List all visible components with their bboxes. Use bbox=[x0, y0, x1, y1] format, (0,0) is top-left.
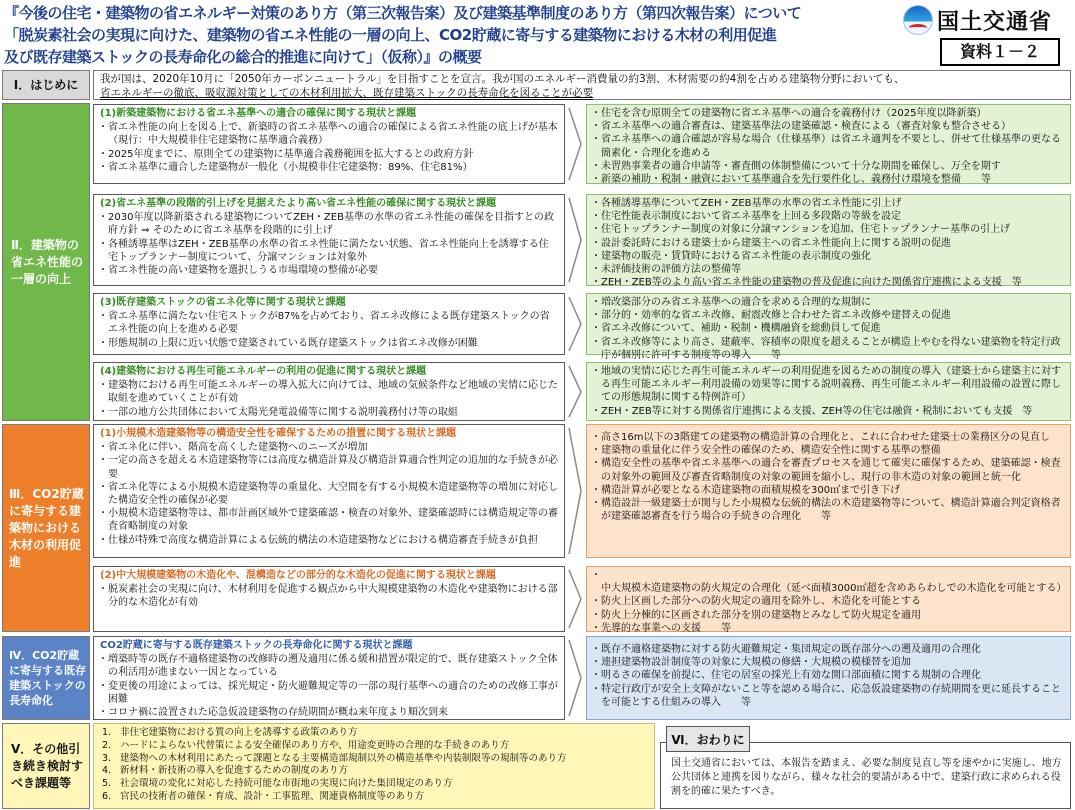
list-item bbox=[102, 740, 646, 753]
title-line-1: 『今後の住宅・建築物の省エネルギー対策のあり方（第三次報告案）及び建築基準制度のあり方（第四次報告案）について bbox=[4, 4, 802, 22]
list-item-text: 社会環境の変化に対応した持続可能な市街地の実現に向けた集団規定のあり方 bbox=[120, 778, 453, 790]
measure-item: ・ 住宅トップランナー制度の対象に分譲マンションを追加、住宅トップランナー基準の引上げ bbox=[593, 223, 1064, 236]
section-label-energy: Ⅱ．建築物の省エネ性能の一層の向上 bbox=[2, 103, 90, 421]
issue-box-new-building bbox=[93, 104, 565, 184]
measure-item: ・ 高さ16m以下の3階建ての建築物の構造計算の合理化と、これに合わせた建築士の業務区分の見直し bbox=[593, 431, 1064, 444]
section-label-longevity: Ⅳ．CO2貯蔵に寄与する既存建築ストックの長寿命化 bbox=[2, 636, 90, 720]
issue-item: ・ 変更後の用途によっては、採光規定・防火避難規定等の一部の現行基準への適合のための改修工事が困難 bbox=[100, 680, 558, 706]
list-item-text: 建築物への木材利用にあたって課題となる主要構造部規制以外の構造基準や内装制限等の規制等のあり方 bbox=[120, 752, 567, 764]
measure-item: ・ 構造安全性の基準や省エネ基準への適合を審査プロセスを通じて確実に確保するため、建築確認・検査の対象外の範囲及び審査省略制度の対象の範囲を縮小し、現行の非木造の対象の範囲と統一化 bbox=[593, 457, 1064, 483]
measure-item: ・ 中大規模木造建築物の防火規定の合理化（延べ面積3000㎡超を含めあらわしでの木造化を可能とする） bbox=[593, 569, 1064, 595]
issue-item: ・ 2030年度以降新築される建築物についてZEH・ZEB基準の水準の省エネ性能の確保を目指すとの政府方針 ⇒ そのために省エネ基準を段階的に引上げ bbox=[100, 211, 558, 237]
issue-item: ・ 2025年度までに、原則全ての建築物に基準適合義務範囲を拡大するとの政府方針 bbox=[100, 148, 558, 161]
measure-item: ・ ZEH・ZEB等に対する関係省庁連携による支援、ZEH等の住宅は融資・税制においても支援 等 bbox=[593, 405, 1064, 418]
issue-box-longevity bbox=[93, 636, 565, 720]
issue-box-small-wooden bbox=[93, 424, 565, 558]
issue-heading: (3)既存建築ストックの省エネ化等に関する現状と課題 bbox=[100, 297, 346, 308]
measure-item: ・ 先導的な事業への支援 等 bbox=[593, 622, 1064, 635]
chevron-right-icon bbox=[567, 424, 583, 558]
measure-item: ・ 構造設計一級建築士が関与した小規模な伝統的構法の木造建築物等について、構造計算適合判定資格者が建築確認審査を行う場合の手続きの合理化 等 bbox=[593, 497, 1064, 523]
list-item-number: 1. bbox=[102, 727, 112, 738]
measure-item: ・ 地域の実情に応じた再生可能エネルギーの利用促進を図るための制度の導入（建築士から建築主に対する再生可能エネルギー利用設備の効果等に関する説明義務、再生可能エネルギー利用設備の設置に際しての形態規制に関する特例許可） bbox=[593, 365, 1064, 405]
ministry-name: 国土交通省 bbox=[937, 9, 1053, 35]
measure-item: ・ 住宅を含む原則全ての建築物に省エネ基準への適合を義務付け（2025年度以降新築） bbox=[593, 107, 1064, 120]
issue-item: ・ 建築物における再生可能エネルギーの導入拡大に向けては、地域の気候条件など地域の実情に応じた取組を進めていくことが有効 bbox=[100, 379, 558, 405]
measure-item: ・ 増改築部分のみ省エネ基準への適合を求める合理的な規制に bbox=[593, 296, 1064, 309]
list-item bbox=[102, 791, 646, 804]
measure-item: ・ 住宅性能表示制度において省エネ基準を上回る多段階の等級を設定 bbox=[593, 210, 1064, 223]
list-item-number: 2. bbox=[102, 739, 112, 751]
issue-box-large-wooden bbox=[93, 566, 565, 632]
document-title bbox=[4, 2, 909, 68]
issue-item: ・ 一部の地方公共団体において太陽光発電設備等に関する説明義務付け等の取組 bbox=[100, 406, 558, 419]
issue-item: ・ 仕様が特殊で高度な構造計算による伝統的構法の木造建築物などにおける構造審査手続きが負担 bbox=[100, 534, 558, 547]
measure-item: ・ ZEH・ZEB等のより高い省エネ性能の建築物の普及促進に向けた関係省庁連携による支援 等 bbox=[593, 276, 1064, 289]
measure-box-existing-stock bbox=[586, 293, 1071, 361]
issue-item: ・ 形態規制の上限に近い状態で建築されている既存建築ストックは省エネ改修が困難 bbox=[100, 337, 558, 350]
measure-box-renewable-energy bbox=[586, 362, 1071, 421]
list-item bbox=[102, 765, 646, 778]
list-item bbox=[102, 753, 646, 766]
ministry-logo-icon bbox=[903, 5, 933, 35]
conclusion-text: 国土交通省においては、本報告を踏まえ、必要な制度見直し等を速やかに実施し、地方公共団体と連携を図りながら、様々な社会的要請がある中で、建築行政に求められる役割を的確に果たすべき。 bbox=[671, 758, 1062, 797]
list-item bbox=[102, 727, 646, 740]
section-label-timber: Ⅲ．CO2貯蔵に寄与する建築物における木材の利用促進 bbox=[2, 424, 90, 632]
issue-heading: (1)新築建築物における省エネ基準への適合の確保に関する現状と課題 bbox=[100, 108, 417, 119]
issue-item: ・ 省エネ性能の高い建築物を選択しうる市場環境の整備が必要 bbox=[100, 264, 558, 277]
issue-item: ・ 省エネ化に伴い、階高を高くした建築物へのニーズが増加 bbox=[100, 441, 558, 454]
list-item-number: 3. bbox=[102, 752, 112, 764]
issue-item: ・ 小規模木造建築物等は、都市計画区域外で建築確認・検査の対象外、建築確認時には構造規定等の審査省略制度の対象 bbox=[100, 507, 558, 533]
issue-heading: CO2貯蔵に寄与する既存建築ストックの長寿命化に関する現状と課題 bbox=[100, 640, 413, 651]
measure-item: ・ 防火上区画した部分への防火規定の適用を除外し、木造化を可能とする bbox=[593, 595, 1064, 608]
issue-item: ・ 省エネ基準に適合した建築物が一般化（小規模非住宅建築物：89%、住宅81%） bbox=[100, 161, 558, 174]
measure-item: ・ 構造計算が必要となる木造建築物の面積規模を300㎡まで引き下げ bbox=[593, 484, 1064, 497]
chevron-right-icon bbox=[567, 566, 583, 632]
chevron-right-icon bbox=[567, 293, 583, 355]
issue-heading: (4)建築物における再生可能エネルギーの利用の促進に関する現状と課題 bbox=[100, 366, 427, 377]
measure-box-large-wooden bbox=[586, 566, 1071, 632]
measure-box-longevity bbox=[586, 636, 1071, 720]
issue-item: ・ 脱炭素社会の実現に向け、木材利用を促進する観点から中大規模建築物の木造化や建築物における部分的な木造化が有効 bbox=[100, 583, 558, 609]
other-issues-list bbox=[93, 723, 655, 809]
measure-item: ・ 省エネ改修について、補助・税制・機構融資を総動員して促進 bbox=[593, 322, 1064, 335]
measure-item: ・ 省エネ改修等により高さ、建蔽率、容積率の限度を超えることが構造上やむを得ない建築物を特定行政庁が個別に許可する制度等の導入 等 bbox=[593, 336, 1064, 362]
issue-item: ・ 省エネ性能の向上を図る上で、新築時の省エネ基準への適合の確保による省エネ性能の底上げが基本（現行：中大規模非住宅建築物に基準適合義務） bbox=[100, 121, 558, 147]
document-label: 資料１－２ bbox=[940, 38, 1060, 66]
issue-item: ・ 一定の高さを超える木造建築物等には高度な構造計算及び構造計算適合性判定の追加的な手続きが必要 bbox=[100, 454, 558, 480]
list-item-number: 6. bbox=[102, 790, 112, 802]
measure-item: ・ 既存不適格建築物に対する防火避難規定・集団規定の既存部分への遡及適用の合理化 bbox=[593, 643, 1064, 656]
measure-item: ・ 各種誘導基準についてZEH・ZEB基準の水準の省エネ性能に引上げ bbox=[593, 197, 1064, 210]
measure-item: ・ 防火上分棟的に区画された部分を別の建築物とみなして防火規定を適用 bbox=[593, 609, 1064, 622]
issue-item: ・ コロナ禍に設置された応急仮設建築物の存続期間が概ね来年度より順次到来 bbox=[100, 706, 558, 719]
section-label-intro: Ⅰ．はじめに bbox=[2, 70, 90, 100]
chevron-right-icon bbox=[567, 104, 583, 184]
list-item-text: 官民の技術者の確保・育成、設計・工事監理、関連資格制度等のあり方 bbox=[120, 790, 425, 802]
measure-item: ・ 省エネ基準への適合確認が容易な場合（仕様基準）は省エネ適判を不要とし、併せて仕様基準の更なる簡素化・合理化を進める bbox=[593, 133, 1064, 159]
issue-box-renewable-energy bbox=[93, 362, 565, 421]
issue-heading: (1)小規模木造建築物等の構造安全性を確保するための措置に関する現状と課題 bbox=[100, 428, 457, 439]
measure-item: ・ 省エネ基準への適合審査は、建築基準法の建築確認・検査による（審査対象も整合させる） bbox=[593, 120, 1064, 133]
list-item-text: 新材料・新技術の導入を促進するための制度のあり方 bbox=[120, 765, 349, 777]
issue-heading: (2)省エネ基準の段階的引上げを見据えたより高い省エネ性能の確保に関する現状と課題 bbox=[100, 198, 497, 209]
measure-item: ・ 未習熟事業者の適合申請等・審査側の体制整備について十分な期間を確保し、万全を期す bbox=[593, 160, 1064, 173]
measure-box-higher-performance bbox=[586, 194, 1071, 289]
measure-item: ・ 連担建築物設計制度等の対象に大規模の修繕・大規模の模様替を追加 bbox=[593, 656, 1064, 669]
measure-box-new-building bbox=[586, 104, 1071, 184]
issue-item: ・ 各種誘導基準はZEH・ZEB基準の水準の省エネ性能に満たない状態、省エネ性能向上を誘導する住宅トップランナー制度について、分譲マンションは対象外 bbox=[100, 238, 558, 264]
measure-item: ・ 建築物の販売・賃貸時における省エネ性能の表示制度の強化 bbox=[593, 250, 1064, 263]
measure-item: ・ 設計委託時における建築士から建築主への省エネ性能向上に関する説明の促進 bbox=[593, 237, 1064, 250]
measure-item: ・ 建築物の重量化に伴う安全性の確保のため、構造安全性に関する基準の整備 bbox=[593, 444, 1064, 457]
conclusion-box bbox=[660, 742, 1071, 809]
intro-line-2: 省エネルギーの徹底、吸収源対策としての木材利用拡大、既存建築ストックの長寿命化を図ることが必要 bbox=[100, 87, 594, 99]
intro-box bbox=[93, 70, 1071, 100]
issue-item: ・ 省エネ基準に満たない住宅ストックが87%を占めており、省エネ改修による既存建築ストックの省エネ性能の向上を進める必要 bbox=[100, 310, 558, 336]
title-line-2: 「脱炭素社会の実現に向けた、建築物の省エネ性能の一層の向上、CO2貯蔵に寄与する建築物における木材の利用促進 bbox=[4, 26, 777, 44]
ministry-brand bbox=[903, 2, 1073, 38]
issue-item: ・ 省エネ化等による小規模木造建築物等の重量化、大空間を有する小規模木造建築物等の増加に対応した構造安全性の確保が必要 bbox=[100, 481, 558, 507]
measure-item: ・ 新築の補助・税制・融資において基準適合を先行要件化し、義務付け環境を整備 等 bbox=[593, 173, 1064, 186]
measure-box-small-wooden bbox=[586, 424, 1071, 558]
chevron-right-icon bbox=[567, 362, 583, 421]
issue-box-higher-performance bbox=[93, 194, 565, 286]
issue-heading: (2)中大規模建築物の木造化や、混構造などの部分的な木造化の促進に関する現状と課題 bbox=[100, 570, 496, 581]
list-item-number: 5. bbox=[102, 778, 112, 790]
list-item-text: ハードによらない代替策による安全確保のあり方や、用途変更時の合理的な手続きのあり方 bbox=[120, 739, 510, 751]
measure-item: ・ 部分的・効率的な省エネ改修、耐震改修と合わせた省エネ改修や建替えの促進 bbox=[593, 309, 1064, 322]
list-item bbox=[102, 778, 646, 791]
chevron-right-icon bbox=[567, 194, 583, 286]
chevron-right-icon bbox=[567, 636, 583, 720]
measure-item: ・ 明るさの確保を前提に、住宅の居室の採光上有効な開口部面積に関する規制の合理化 bbox=[593, 669, 1064, 682]
header bbox=[0, 0, 1075, 72]
list-item-text: 非住宅建築物における質の向上を誘導する政策のあり方 bbox=[120, 727, 358, 738]
conclusion-title: Ⅵ．おわりに bbox=[666, 726, 750, 752]
issue-box-existing-stock bbox=[93, 293, 565, 355]
section-label-other-issues: Ⅴ．その他引き続き検討すべき課題等 bbox=[2, 723, 90, 809]
title-line-3: 及び既存建築ストックの長寿命化の総合的推進に向けて」（仮称）』の概要 bbox=[4, 48, 482, 66]
measure-item: ・ 特定行政庁が安全上支障がないこと等を認める場合に、応急仮設建築物の存続期間を更に延長することを可能とする仕組みの導入 等 bbox=[593, 683, 1064, 709]
intro-line-1: 我が国は、2020年10月に「2050年カーボンニュートラル」を目指すことを宣言。我が国のエネルギー消費量の約3割、木材需要の約4割を占める建築物分野においても、 bbox=[100, 73, 905, 85]
issue-item: ・ 増築時等の既存不適格建築物の改修時の遡及適用に係る緩和措置が限定的で、既存建築ストック全体の利活用が進まない一因となっている bbox=[100, 653, 558, 679]
list-item-number: 4. bbox=[102, 765, 112, 777]
measure-item: ・ 未評価技術の評価方法の整備等 bbox=[593, 263, 1064, 276]
